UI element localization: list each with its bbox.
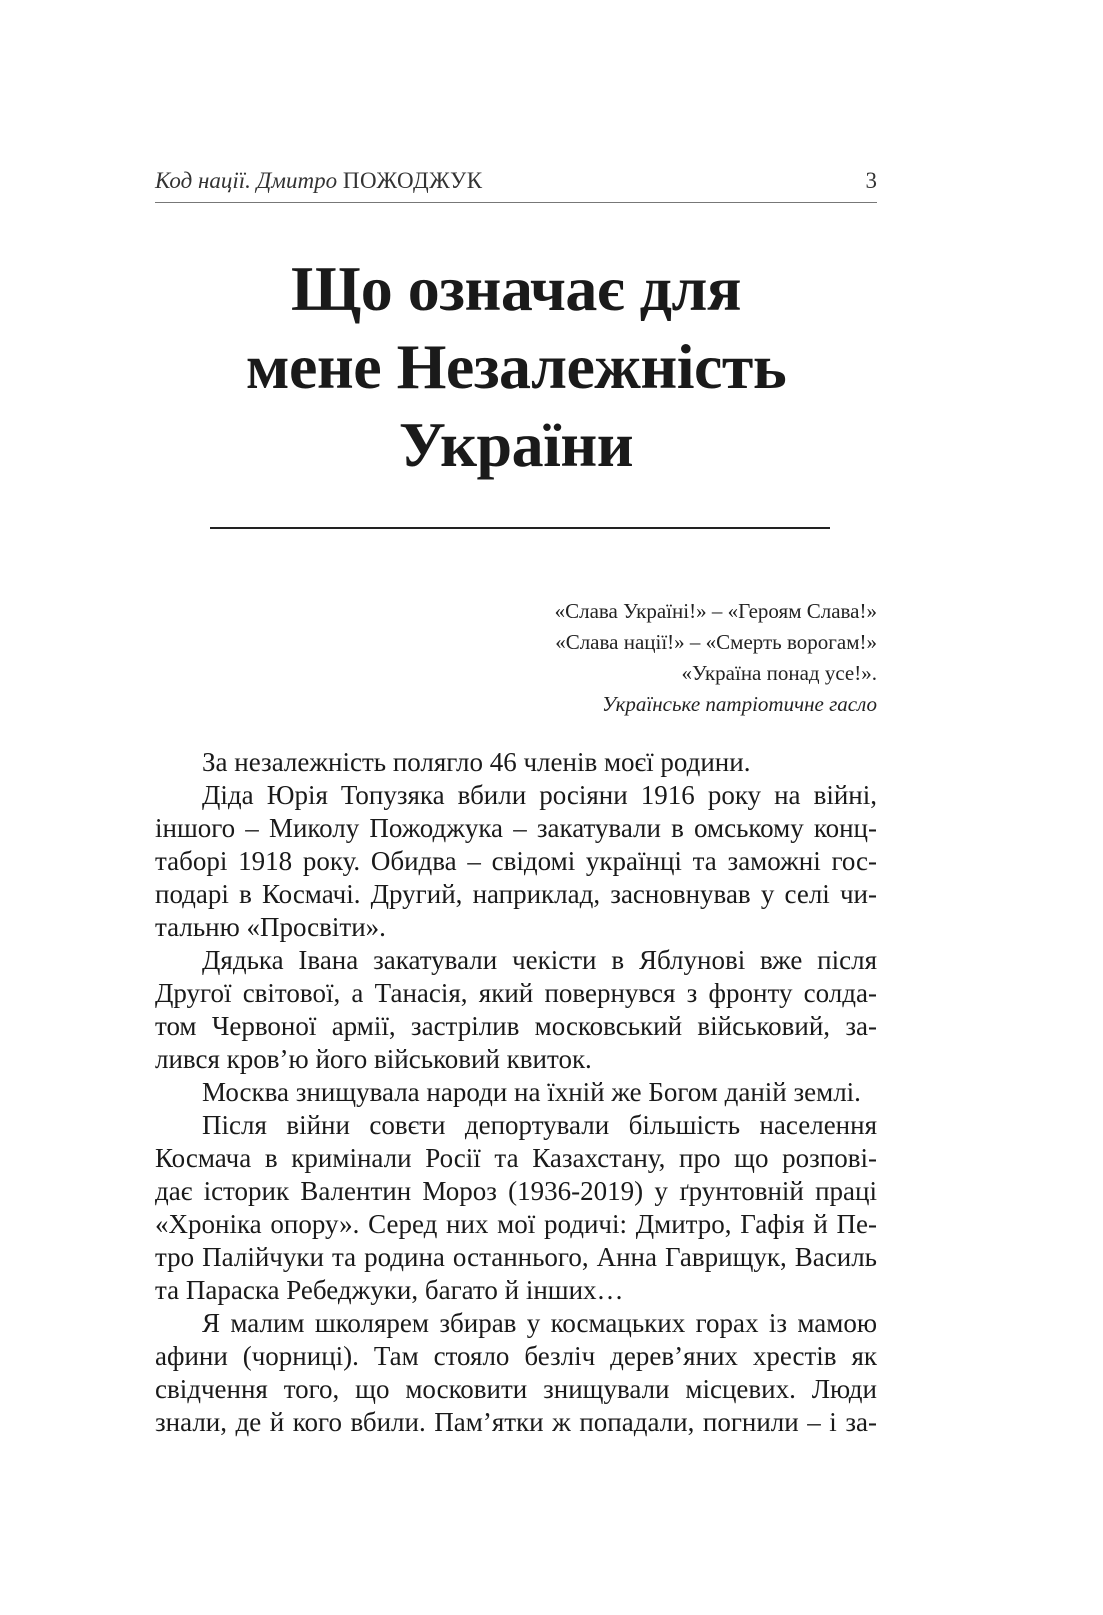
body-text bbox=[155, 746, 877, 1439]
body-line: таборі 1918 року. Обидва – свідомі українці та заможні гос- bbox=[155, 846, 877, 876]
epigraph-line: «Слава Україні!» – «Героям Слава!» bbox=[554, 599, 877, 623]
body-line: дає історик Валентин Мороз (1936-2019) у ґрунтовній праці bbox=[155, 1176, 877, 1206]
body-line: Після війни совєти депортували більшість населення bbox=[202, 1110, 877, 1140]
body-line: Космача в кримінали Росії та Казахстану, про що розпові- bbox=[155, 1143, 877, 1173]
running-head-title-italic: Код нації. Дмитро bbox=[155, 168, 343, 193]
body-line: лився кров’ю його військовий квиток. bbox=[155, 1044, 592, 1074]
epigraph bbox=[155, 596, 877, 720]
body-line: «Хроніка опору». Серед них мої родичі: Дмитро, Гафія й Пе- bbox=[155, 1209, 877, 1239]
body-line: афини (чорниці). Там стояло безліч дерев’яних хрестів як bbox=[155, 1341, 877, 1371]
chapter-title bbox=[155, 250, 877, 484]
running-head-title bbox=[155, 168, 483, 194]
chapter-title-line: України bbox=[398, 409, 634, 480]
chapter-title-line: Що означає для bbox=[291, 253, 741, 324]
body-line: Діда Юрія Топузяка вбили росіяни 1916 року на війні, bbox=[202, 780, 877, 810]
body-line: том Червоної армії, застрілив московський військовий, за- bbox=[155, 1011, 877, 1041]
body-line: тальню «Просвіти». bbox=[155, 912, 386, 942]
epigraph-line: «Слава нації!» – «Смерть ворогам!» bbox=[555, 630, 877, 654]
body-line: Москва знищувала народи на їхній же Богом даній землі. bbox=[202, 1077, 861, 1107]
body-line: подарі в Космачі. Другий, наприклад, засновнував у селі чи- bbox=[155, 879, 877, 909]
title-divider bbox=[210, 527, 830, 529]
epigraph-line: «Україна понад усе!». bbox=[681, 661, 877, 685]
chapter-title-line: мене Незалежність bbox=[245, 331, 787, 402]
running-head bbox=[155, 168, 877, 203]
epigraph-source: Українське патріотичне гасло bbox=[601, 692, 877, 716]
running-head-author-caps: ПОЖОДЖУК bbox=[342, 168, 483, 193]
body-line: За незалежність полягло 46 членів моєї родини. bbox=[202, 747, 751, 777]
body-line: іншого – Миколу Пожоджука – закатували в омському конц- bbox=[155, 813, 877, 843]
body-line: Дядька Івана закатували чекісти в Яблунові вже після bbox=[202, 945, 877, 975]
body-line: Другої світової, а Танасія, який повернувся з фронту солда- bbox=[155, 978, 877, 1008]
body-line: Я малим школярем збирав у космацьких горах із мамою bbox=[202, 1308, 877, 1338]
body-line: та Параска Ребеджуки, багато й інших… bbox=[155, 1275, 624, 1305]
page-number: 3 bbox=[865, 168, 877, 193]
body-line: свідчення того, що московити знищували місцевих. Люди bbox=[155, 1374, 877, 1404]
body-line: знали, де й кого вбили. Пам’ятки ж попадали, погнили – і за- bbox=[155, 1407, 877, 1437]
body-line: тро Палійчуки та родина останнього, Анна Гаврищук, Василь bbox=[155, 1242, 877, 1272]
